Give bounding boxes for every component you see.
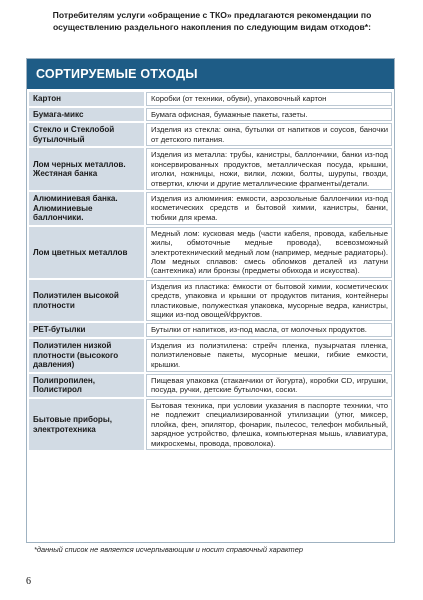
intro-text: Потребителям услуги «обращение с ТКО» предлагаются рекомендации по осуществлению раздельного накопления по следующим видам отходов*: [52,10,372,32]
table-row [29,192,392,225]
waste-description: Коробки (от техники, обуви), упаковочный картон [146,92,392,106]
waste-category: Полиэтилен низкой плотности (высокого давления) [29,339,144,372]
footnote: *данный список не является исчерпывающим и носит справочный характер [34,545,303,554]
waste-category: Полипропилен, Полистирол [29,374,144,397]
waste-category: Лом черных металлов. Жестяная банка [29,148,144,190]
waste-description: Изделия из алюминия: емкости, аэрозольные баллончики из-под косметических средств и бытовой химии, канистры, банки, тюбики для крема. [146,192,392,225]
waste-category: Полиэтилен высокой плотности [29,280,144,322]
table-row [29,399,392,450]
table-row [29,92,392,106]
waste-description: Изделия из металла: трубы, канистры, баллончики, банки из-под консервированных продуктов, металлическая посуда, крышки, иголки, ножницы, ножи, вилки, ложки, болты, шурупы, гвозди, отвертки, ключи и другие металлические фрагменты/детали. [146,148,392,190]
waste-category: PET-бутылки [29,323,144,337]
waste-table-card [26,58,395,543]
waste-description: Бумага офисная, бумажные пакеты, газеты. [146,108,392,122]
table-row [29,280,392,322]
waste-category: Бумага-микс [29,108,144,122]
table-title: СОРТИРУЕМЫЕ ОТХОДЫ [27,59,394,89]
waste-description: Изделия из полиэтилена: стрейч пленка, пузырчатая пленка, полиэтиленовые пакеты, мусорные мешки, гибкие емкости, крышки. [146,339,392,372]
waste-description: Изделия из стекла: окна, бутылки от напитков и соусов, баночки от детского питания. [146,123,392,146]
waste-description: Медный лом: кусковая медь (части кабеля, провода, кабельные жилы, обмоточные медные провода), всевозможный электротехнический медный лом (например, медные радиаторы). Лом медных сплавов: смесь обломков деталей из латуни (сантехника) или бронзы (предметы обихода и искусства). [146,227,392,278]
table-row [29,323,392,337]
waste-description: Изделия из пластика: ёмкости от бытовой химии, косметических средств, упаковка и крышки от продуктов питания, контейнеры пластиковые, полужесткая упаковка, мусорные ведра, канистры, ящики из-под овощей/фруктов. [146,280,392,322]
waste-category: Бытовые приборы, электротехника [29,399,144,450]
waste-description: Бутылки от напитков, из-под масла, от молочных продуктов. [146,323,392,337]
waste-category: Алюминиевая банка. Алюминиевые баллончики. [29,192,144,225]
waste-category: Стекло и Стеклобой бутылочный [29,123,144,146]
table-row [29,227,392,278]
table-row [29,123,392,146]
page-number: 6 [26,576,31,587]
table-row [29,374,392,397]
waste-table [27,90,394,452]
table-row [29,339,392,372]
waste-category: Лом цветных металлов [29,227,144,278]
waste-description: Пищевая упаковка (стаканчики от йогурта), коробки CD, игрушки, посуда, ручки, детские бутылочки, соски. [146,374,392,397]
waste-table-body [29,92,392,450]
table-row [29,148,392,190]
waste-category: Картон [29,92,144,106]
table-row [29,108,392,122]
waste-description: Бытовая техника, при условии указания в паспорте техники, что не подлежит специализированной утилизации (утюг, миксер, плойка, фен, эпилятор, фонарик, пылесос, телефон мобильный, зарядное устройство, флешка, компьютерная мышь, клавиатура, микросхемы, провода, проволока). [146,399,392,450]
